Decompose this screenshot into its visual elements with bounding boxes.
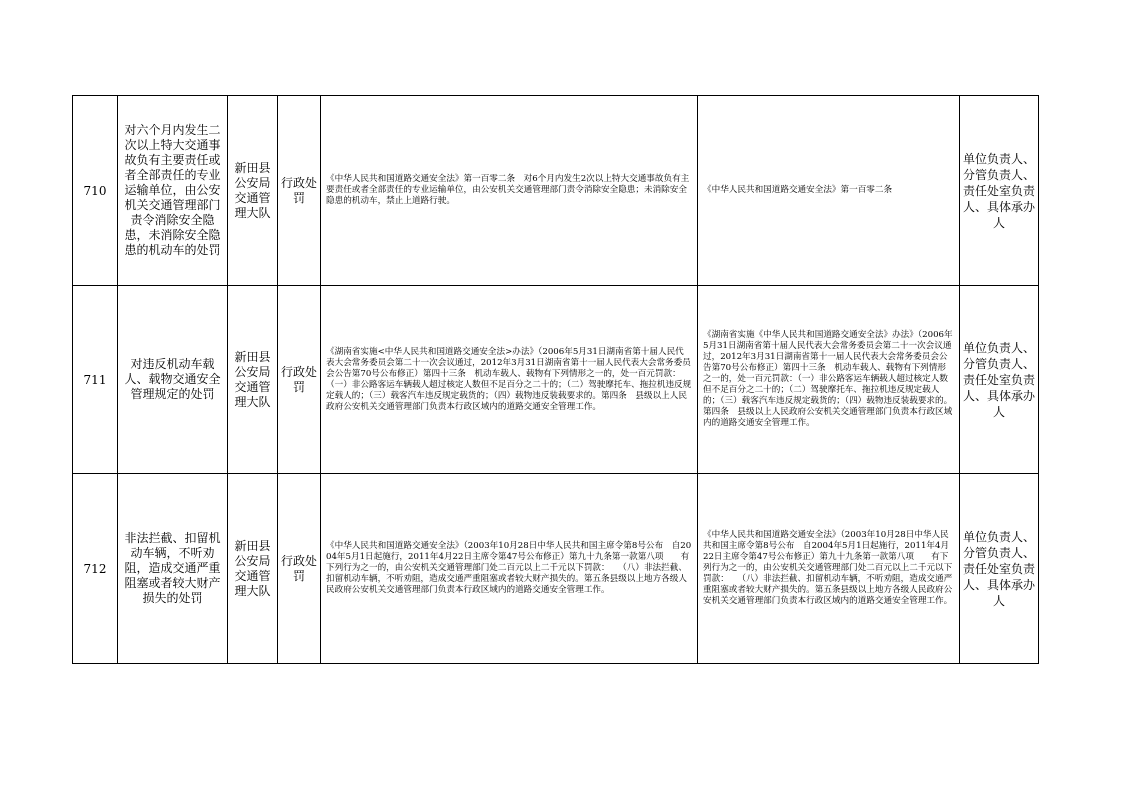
row-number: 711 [73,286,118,474]
item-name: 非法拦截、扣留机动车辆，不听劝阻，造成交通严重阻塞或者较大财产损失的处罚 [118,474,228,664]
row-number: 712 [73,474,118,664]
power-list-table [72,95,1039,664]
implementing-unit: 新田县公安局交通管理大队 [228,474,278,664]
row-number: 710 [73,96,118,286]
table-row [73,474,1039,664]
power-type: 行政处罚 [278,474,321,664]
item-name: 对违反机动车载人、载物交通安全管理规定的处罚 [118,286,228,474]
table-row [73,286,1039,474]
item-name: 对六个月内发生二次以上特大交通事故负有主要责任或者全部责任的专业运输单位，由公安机关交通管理部门责令消除安全隐患，未消除安全隐患的机动车的处罚 [118,96,228,286]
implementing-unit: 新田县公安局交通管理大队 [228,96,278,286]
implementing-unit: 新田县公安局交通管理大队 [228,286,278,474]
legal-basis: 《中华人民共和国道路交通安全法》（2003年10月28日中华人民共和国主席令第8号公布 自2004年5月1日起施行，2011年4月22日主席令第47号公布修正）第九十九条第一款第八项 有下列行为之一的，由公安机关交通管理部门处二百元以上二千元以下罚款： （八）非法拦截、扣留机动车辆，不听劝阻，造成交通严重阻塞或者较大财产损失的。第五条县级以上地方各级人民政府公安机关交通管理部门负责本行政区域内的道路交通安全管理工作。 [321,474,698,664]
law-reference: 《湖南省实施《中华人民共和国道路交通安全法》办法》（2006年5月31日湖南省第十届人民代表大会常务委员会第二十一次会议通过，2012年3月31日湖南省第十一届人民代表大会常务委员会公告第70号公布修正）第四十三条 机动车载人、载物有下列情形之一的，处一百元罚款：（一）非公路客运车辆载人超过核定人数但不足百分之二十的；（二）驾驶摩托车、拖拉机违反规定载人的；（三）载客汽车违反规定载货的；（四）载物违反装载要求的。第四条 县级以上人民政府公安机关交通管理部门负责本行政区域内的道路交通安全管理工作。 [698,286,960,474]
legal-basis: 《中华人民共和国道路交通安全法》第一百零二条 对6个月内发生2次以上特大交通事故负有主要责任或者全部责任的专业运输单位，由公安机关交通管理部门责令消除安全隐患；未消除安全隐患的机动车，禁止上道路行驶。 [321,96,698,286]
legal-basis: 《湖南省实施<中华人民共和国道路交通安全法>办法》（2006年5月31日湖南省第十届人民代表大会常务委员会第二十一次会议通过，2012年3月31日湖南省第十一届人民代表大会常务委员会公告第70号公布修正）第四十三条 机动车载人、载物有下列情形之一的，处一百元罚款：（一）非公路客运车辆载人超过核定人数但不足百分之二十的；（二）驾驶摩托车、拖拉机违反规定载人的；（三）载客汽车违反规定载货的；（四）载物违反装载要求的。第四条 县级以上人民政府公安机关交通管理部门负责本行政区域内的道路交通安全管理工作。 [321,286,698,474]
responsible-persons: 单位负责人、分管负责人、责任处室负责人、具体承办人 [960,286,1039,474]
table-row [73,96,1039,286]
law-reference: 《中华人民共和国道路交通安全法》（2003年10月28日中华人民共和国主席令第8号公布 自2004年5月1日起施行，2011年4月22日主席令第47号公布修正）第九十九条第一款第八项 有下列行为之一的，由公安机关交通管理部门处二百元以上二千元以下罚款： （八）非法拦截、扣留机动车辆，不听劝阻，造成交通严重阻塞或者较大财产损失的。第五条县级以上地方各级人民政府公安机关交通管理部门负责本行政区域内的道路交通安全管理工作。 [698,474,960,664]
power-type: 行政处罚 [278,96,321,286]
law-reference: 《中华人民共和国道路交通安全法》第一百零二条 [698,96,960,286]
responsible-persons: 单位负责人、分管负责人、责任处室负责人、具体承办人 [960,96,1039,286]
responsible-persons: 单位负责人、分管负责人、责任处室负责人、具体承办人 [960,474,1039,664]
power-type: 行政处罚 [278,286,321,474]
